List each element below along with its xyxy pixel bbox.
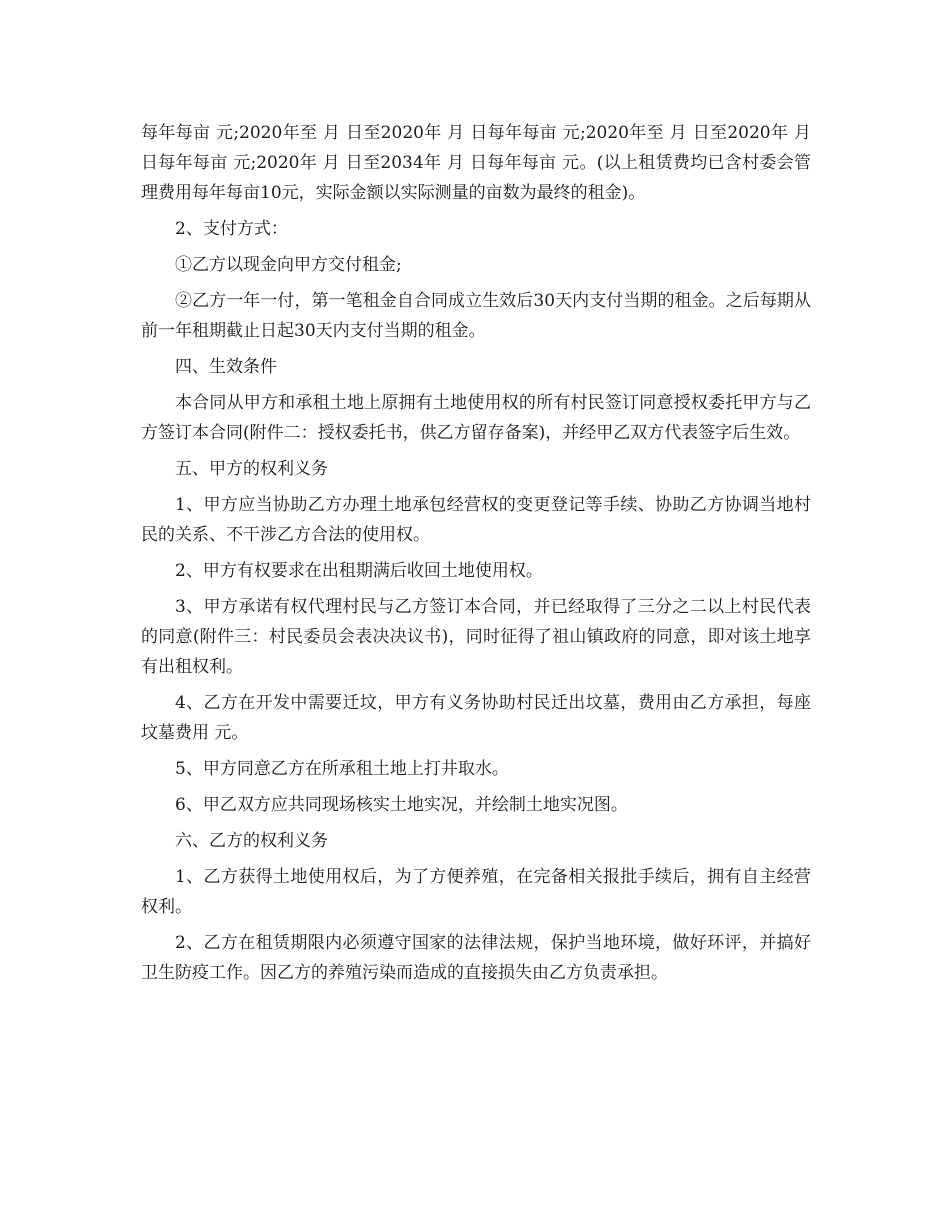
paragraph-party-b-item-1: 1、乙方获得土地使用权后，为了方便养殖，在完备相关报批手续后，拥有自主经营权利。 [141, 867, 811, 917]
paragraph-effective-conditions: 本合同从甲方和承租土地上原拥有土地使用权的所有村民签订同意授权委托甲方与乙方签订本合同(附件二：授权委托书，供乙方留存备案)，并经甲乙双方代表签字后生效。 [141, 393, 811, 443]
paragraph-party-a-item-2: 2、甲方有权要求在出租期满后收回土地使用权。 [175, 561, 543, 581]
paragraph-party-b-item-2: 2、乙方在租赁期限内必须遵守国家的法律法规，保护当地环境，做好环评，并搞好卫生防疫工作。因乙方的养殖污染而造成的直接损失由乙方负责承担。 [141, 933, 811, 983]
paragraph-party-a-item-3: 3、甲方承诺有权代理村民与乙方签订本合同，并已经取得了三分之二以上村民代表的同意(附件三：村民委员会表决决议书)，同时征得了祖山镇政府的同意，即对该土地享有出租权利。 [141, 597, 811, 677]
paragraph-party-a-item-1: 1、甲方应当协助乙方办理土地承包经营权的变更登记等手续、协助乙方协调当地村民的关系、不干涉乙方合法的使用权。 [141, 495, 811, 545]
section-heading-party-b-rights: 六、乙方的权利义务 [175, 831, 328, 851]
paragraph-payment-cash: ①乙方以现金向甲方交付租金; [175, 255, 402, 275]
paragraph-party-a-item-6: 6、甲乙双方应共同现场核实土地实况，并绘制土地实况图。 [175, 795, 628, 815]
section-heading-party-a-rights: 五、甲方的权利义务 [175, 459, 328, 479]
paragraph-rent-schedule: 每年每亩 元;2020年至 月 日至2020年 月 日每年每亩 元;2020年至 月 日至2020年 月 日每年每亩 元;2020年 月 日至2034年 月 日每年每亩 元。(以上租赁费均已含村委会管理费用每年每亩10元，实际金额以实际测量的亩数为最终的租金)。 [141, 123, 811, 203]
document-body [141, 118, 811, 994]
paragraph-payment-method-heading: 2、支付方式： [175, 219, 288, 239]
paragraph-party-a-item-5: 5、甲方同意乙方在所承租土地上打井取水。 [175, 759, 509, 779]
paragraph-party-a-item-4: 4、乙方在开发中需要迁坟，甲方有义务协助村民迁出坟墓，费用由乙方承担，每座坟墓费用 元。 [141, 693, 811, 743]
paragraph-payment-annual: ②乙方一年一付，第一笔租金自合同成立生效后30天内支付当期的租金。之后每期从前一年租期截止日起30天内支付当期的租金。 [141, 291, 811, 341]
section-heading-effective-conditions: 四、生效条件 [175, 357, 277, 377]
